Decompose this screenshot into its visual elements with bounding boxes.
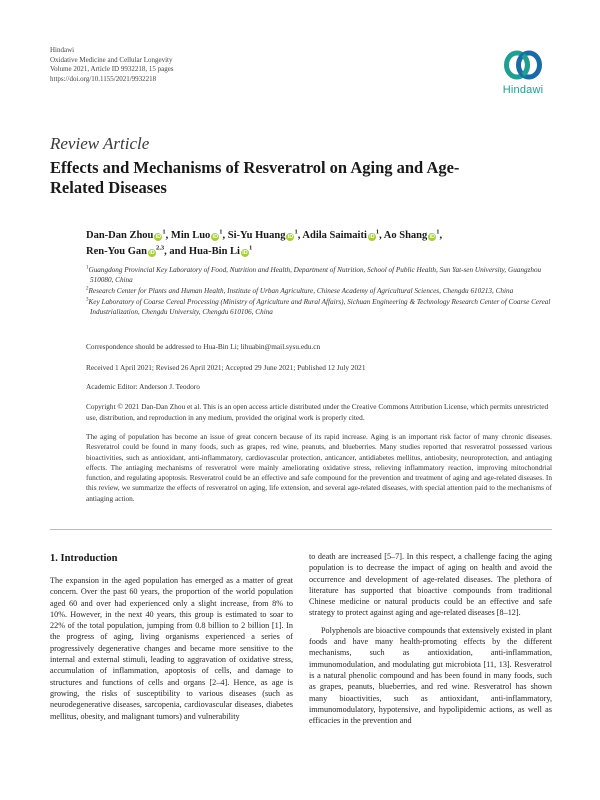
- article-type: Review Article: [50, 134, 150, 153]
- divider: [50, 529, 552, 530]
- author[interactable]: Si-Yu Huang $iD^1$,: [227, 228, 301, 241]
- copyright-notice: Copyright © 2021 Dan-Dan Zhou et al. This is an open access article distributed under the Creative Commons Attribution License, which permits unrestricted use, distribution, and reproduction in any medium, provided the original work is properly cited.: [86, 402, 549, 422]
- article-title: Effects and Mechanisms of Resveratrol on Aging and Age-Related Diseases: [50, 158, 460, 197]
- hindawi-logo: [494, 47, 552, 96]
- academic-editor: Academic Editor: Anderson J. Teodoro: [86, 382, 200, 391]
- paragraph: The expansion in the aged population has emerged as a matter of great concern. Over the past 60 years, the proportion of the world population aged 60 and over had experienced only a slight increase, from 8% to 10%. However, in the next 40 years, this group is estimated to soar to 22% of the total population, jumping from 0.8 billion to 2 billion [1]. In the progress of aging, living organisms experienced a series of progressively degenerative changes and became more sensitive to the internal and external stimuli, leading to aggravation of oxidative stress, accumulation of inflammation, apoptosis of cells, and damage to structures and functions of cells and organs [2–4]. Hence, as age is growing, the risks of susceptibility to various diseases (such as neurodegenerative diseases, sarcopenia, cardiovascular diseases, diabetes mellitus, obesity, and malignant tumors) and vulnerability: [50, 576, 293, 721]
- orcid-icon[interactable]: iD: [287, 234, 294, 240]
- correspondence-line: Correspondence should be addressed to Hua-Bin Li; lihuabin@mail.sysu.edu.cn: [86, 342, 321, 351]
- logo-wordmark: Hindawi: [502, 84, 544, 96]
- author-list: [86, 228, 556, 260]
- body-column-left: [50, 575, 293, 722]
- doi-link[interactable]: https://doi.org/10.1155/2021/9932218: [50, 74, 157, 83]
- author[interactable]: Adila Saimaiti $iD^1$,: [302, 228, 382, 241]
- orcid-icon[interactable]: iD: [212, 234, 219, 240]
- orcid-icon[interactable]: iD: [155, 234, 162, 240]
- orcid-icon[interactable]: iD: [429, 234, 436, 240]
- affiliation: $^2$Research Center for Plants and Human Health, Institute of Urban Agriculture, Chinese Academy of Agricultural Sciences, Chengdu 610213, China: [86, 286, 514, 295]
- author[interactable]: Ren-You Gan iD$^{2,3}$,: [86, 244, 167, 257]
- author[interactable]: Dan-Dan Zhou $iD^1$,: [86, 228, 169, 241]
- journal-name: Oxidative Medicine and Cellular Longevity: [50, 55, 173, 64]
- affiliation: $^1$Guangdong Provincial Key Laboratory of Food, Nutrition and Health, Department of Nutrition, School of Public Health, Sun Yat-sen University, Guangzhou 510080, China: [86, 265, 542, 284]
- author[interactable]: and Hua-Bin Li $iD^1$: [169, 244, 253, 257]
- journal-header: [50, 46, 174, 84]
- author[interactable]: Ao Shang $iD^1$,: [383, 228, 443, 241]
- paragraph: Polyphenols are bioactive compounds that extensively existed in plant foods and have many health-promoting effects by the different mechanisms, such as antioxidation, anti-inflammation, immunomodulation, and modulating gut microbiota [11, 13]. Resveratrol is a natural phenolic compound and has been found in many foods, such as grapes, peanuts, blueberries, and red wine. Resveratrol has shown many bioactivities, such as antioxidant, anti-inflammatory, immunomodulatory, hypotensive, and hypolipidemic actions, as well as efficacies in the prevention and: [309, 625, 552, 726]
- author[interactable]: Min Luo $iD^1$,: [170, 228, 226, 241]
- hindawi-logo-icon: [502, 47, 544, 83]
- orcid-icon[interactable]: iD: [369, 234, 375, 240]
- volume-line: Volume 2021, Article ID 9932218, 15 pages: [50, 65, 174, 74]
- abstract: The aging of population has become an issue of great concern because of its rapid increase. Aging is an important risk factor of many chronic diseases. Resveratrol could be found in many foods, such as grapes, red wine, peanuts, and blueberries. Many studies reported that resveratrol possessed various bioactivities, such as antioxidant, anti-inflammatory, cardiovascular protection, anticancer, antidiabetes mellitus, antiobesity, neuroprotection, and antiaging effects. The antiaging mechanisms of resveratrol were mainly ameliorating oxidative stress, relieving inflammatory reaction, improving mitochondrial function, and regulating apoptosis. Resveratrol could be an effective and safe compound for the prevention and treatment of aging and age-related diseases. In this review, we summarize the effects of resveratrol on aging, life extension, and several age-related diseases, with special attention paid to the mechanisms of antiaging action.: [86, 432, 552, 503]
- publisher-name: Hindawi: [50, 46, 75, 54]
- section-heading: 1. Introduction: [50, 553, 118, 564]
- publication-dates: Received 1 April 2021; Revised 26 April 2021; Accepted 29 June 2021; Published 12 July 2021: [86, 363, 366, 372]
- orcid-icon[interactable]: iD: [242, 250, 248, 256]
- affiliation: $^3$Key Laboratory of Coarse Cereal Processing (Ministry of Agriculture and Rural Affairs), Sichuan Engineering & Technology Research Center of Coarse Cereal Industrialization, Chengdu University, Chengdu 610106, China: [86, 297, 551, 316]
- orcid-icon[interactable]: iD: [149, 250, 155, 256]
- affiliations: [86, 265, 552, 318]
- paragraph: to death are increased [5–7]. In this respect, a challenge facing the aging population is to decrease the impact of aging on health and avoid the occurrence and development of age-related diseases. The plethora of literature has supported that bioactive compounds from traditional Chinese medicine or natural products could be an effective and safe strategy to protect against aging and age-related diseases [8–12].: [309, 552, 552, 618]
- body-column-right: [309, 551, 552, 726]
